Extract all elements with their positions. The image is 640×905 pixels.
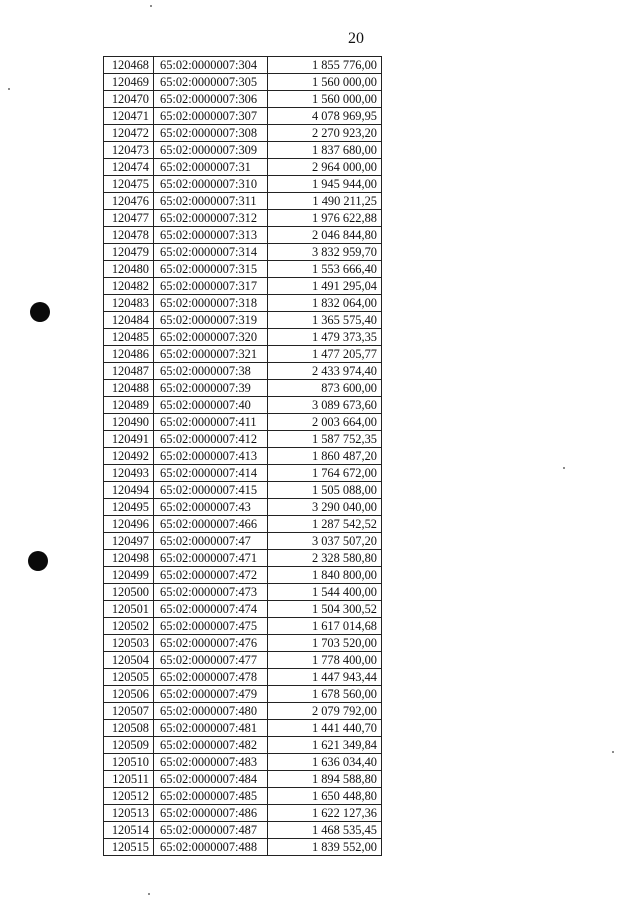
cadastral-number-cell: 65:02:0000007:308 [154, 125, 268, 142]
value-cell: 1 855 776,00 [268, 57, 382, 74]
value-cell: 1 650 448,80 [268, 788, 382, 805]
table-row [104, 397, 382, 414]
value-cell: 2 433 974,40 [268, 363, 382, 380]
value-cell: 2 046 844,80 [268, 227, 382, 244]
table-row [104, 465, 382, 482]
cadastral-number-cell: 65:02:0000007:415 [154, 482, 268, 499]
cadastral-number-cell: 65:02:0000007:43 [154, 499, 268, 516]
id-cell: 120482 [104, 278, 154, 295]
id-cell: 120479 [104, 244, 154, 261]
id-cell: 120495 [104, 499, 154, 516]
id-cell: 120472 [104, 125, 154, 142]
table-row [104, 414, 382, 431]
cadastral-number-cell: 65:02:0000007:47 [154, 533, 268, 550]
id-cell: 120502 [104, 618, 154, 635]
cadastral-number-cell: 65:02:0000007:412 [154, 431, 268, 448]
table-row [104, 788, 382, 805]
value-cell: 1 544 400,00 [268, 584, 382, 601]
table-row [104, 142, 382, 159]
value-cell: 1 837 680,00 [268, 142, 382, 159]
cadastral-number-cell: 65:02:0000007:473 [154, 584, 268, 601]
value-cell: 1 560 000,00 [268, 74, 382, 91]
cadastral-value-table [103, 56, 382, 856]
value-cell: 1 287 542,52 [268, 516, 382, 533]
id-cell: 120484 [104, 312, 154, 329]
punch-hole-bottom [28, 551, 48, 571]
table-row [104, 567, 382, 584]
table-row [104, 499, 382, 516]
cadastral-number-cell: 65:02:0000007:414 [154, 465, 268, 482]
id-cell: 120509 [104, 737, 154, 754]
cadastral-number-cell: 65:02:0000007:40 [154, 397, 268, 414]
table-row [104, 805, 382, 822]
table-row [104, 584, 382, 601]
table-row [104, 839, 382, 856]
value-cell: 3 832 959,70 [268, 244, 382, 261]
table-row [104, 618, 382, 635]
table-row [104, 74, 382, 91]
cadastral-number-cell: 65:02:0000007:312 [154, 210, 268, 227]
id-cell: 120493 [104, 465, 154, 482]
scan-speck [8, 88, 10, 90]
scan-speck [563, 467, 565, 469]
table-row [104, 108, 382, 125]
table-row [104, 669, 382, 686]
value-cell: 1 894 588,80 [268, 771, 382, 788]
value-cell: 1 491 295,04 [268, 278, 382, 295]
cadastral-number-cell: 65:02:0000007:488 [154, 839, 268, 856]
table-row [104, 227, 382, 244]
id-cell: 120478 [104, 227, 154, 244]
table-row [104, 516, 382, 533]
cadastral-number-cell: 65:02:0000007:485 [154, 788, 268, 805]
value-cell: 1 479 373,35 [268, 329, 382, 346]
table-row [104, 720, 382, 737]
id-cell: 120511 [104, 771, 154, 788]
cadastral-number-cell: 65:02:0000007:306 [154, 91, 268, 108]
id-cell: 120488 [104, 380, 154, 397]
cadastral-number-cell: 65:02:0000007:475 [154, 618, 268, 635]
cadastral-number-cell: 65:02:0000007:466 [154, 516, 268, 533]
table-row [104, 737, 382, 754]
id-cell: 120514 [104, 822, 154, 839]
cadastral-number-cell: 65:02:0000007:481 [154, 720, 268, 737]
id-cell: 120468 [104, 57, 154, 74]
cadastral-number-cell: 65:02:0000007:311 [154, 193, 268, 210]
cadastral-number-cell: 65:02:0000007:304 [154, 57, 268, 74]
value-cell: 1 490 211,25 [268, 193, 382, 210]
scan-speck [150, 5, 152, 7]
table-row [104, 295, 382, 312]
value-cell: 1 622 127,36 [268, 805, 382, 822]
cadastral-number-cell: 65:02:0000007:478 [154, 669, 268, 686]
value-cell: 1 441 440,70 [268, 720, 382, 737]
page-number: 20 [348, 30, 364, 47]
id-cell: 120504 [104, 652, 154, 669]
id-cell: 120497 [104, 533, 154, 550]
id-cell: 120496 [104, 516, 154, 533]
value-cell: 2 003 664,00 [268, 414, 382, 431]
cadastral-number-cell: 65:02:0000007:317 [154, 278, 268, 295]
id-cell: 120499 [104, 567, 154, 584]
id-cell: 120506 [104, 686, 154, 703]
value-cell: 3 037 507,20 [268, 533, 382, 550]
value-cell: 1 468 535,45 [268, 822, 382, 839]
value-cell: 873 600,00 [268, 380, 382, 397]
table-row [104, 431, 382, 448]
cadastral-number-cell: 65:02:0000007:31 [154, 159, 268, 176]
table-row [104, 57, 382, 74]
value-cell: 4 078 969,95 [268, 108, 382, 125]
table-row [104, 533, 382, 550]
id-cell: 120515 [104, 839, 154, 856]
cadastral-number-cell: 65:02:0000007:318 [154, 295, 268, 312]
value-cell: 1 945 944,00 [268, 176, 382, 193]
value-cell: 1 587 752,35 [268, 431, 382, 448]
value-cell: 1 678 560,00 [268, 686, 382, 703]
table-row [104, 703, 382, 720]
cadastral-number-cell: 65:02:0000007:315 [154, 261, 268, 278]
id-cell: 120485 [104, 329, 154, 346]
id-cell: 120470 [104, 91, 154, 108]
table-row [104, 91, 382, 108]
value-cell: 1 617 014,68 [268, 618, 382, 635]
cadastral-number-cell: 65:02:0000007:39 [154, 380, 268, 397]
table-row [104, 193, 382, 210]
cadastral-number-cell: 65:02:0000007:413 [154, 448, 268, 465]
value-cell: 3 290 040,00 [268, 499, 382, 516]
value-cell: 2 079 792,00 [268, 703, 382, 720]
cadastral-number-cell: 65:02:0000007:310 [154, 176, 268, 193]
cadastral-table-container [103, 56, 382, 856]
table-row [104, 635, 382, 652]
cadastral-number-cell: 65:02:0000007:321 [154, 346, 268, 363]
value-cell: 1 505 088,00 [268, 482, 382, 499]
value-cell: 1 636 034,40 [268, 754, 382, 771]
value-cell: 1 839 552,00 [268, 839, 382, 856]
cadastral-number-cell: 65:02:0000007:486 [154, 805, 268, 822]
cadastral-number-cell: 65:02:0000007:483 [154, 754, 268, 771]
id-cell: 120492 [104, 448, 154, 465]
value-cell: 2 964 000,00 [268, 159, 382, 176]
cadastral-number-cell: 65:02:0000007:476 [154, 635, 268, 652]
id-cell: 120513 [104, 805, 154, 822]
id-cell: 120491 [104, 431, 154, 448]
id-cell: 120489 [104, 397, 154, 414]
value-cell: 1 703 520,00 [268, 635, 382, 652]
table-row [104, 601, 382, 618]
value-cell: 1 976 622,88 [268, 210, 382, 227]
id-cell: 120510 [104, 754, 154, 771]
id-cell: 120500 [104, 584, 154, 601]
id-cell: 120507 [104, 703, 154, 720]
table-row [104, 771, 382, 788]
value-cell: 1 860 487,20 [268, 448, 382, 465]
value-cell: 1 560 000,00 [268, 91, 382, 108]
punch-hole-top [30, 302, 50, 322]
table-row [104, 176, 382, 193]
table-row [104, 686, 382, 703]
id-cell: 120486 [104, 346, 154, 363]
table-row [104, 380, 382, 397]
table-row [104, 244, 382, 261]
value-cell: 1 764 672,00 [268, 465, 382, 482]
table-row [104, 550, 382, 567]
value-cell: 1 553 666,40 [268, 261, 382, 278]
table-row [104, 329, 382, 346]
cadastral-number-cell: 65:02:0000007:471 [154, 550, 268, 567]
value-cell: 1 365 575,40 [268, 312, 382, 329]
id-cell: 120487 [104, 363, 154, 380]
cadastral-number-cell: 65:02:0000007:309 [154, 142, 268, 159]
table-row [104, 652, 382, 669]
table-row [104, 278, 382, 295]
cadastral-number-cell: 65:02:0000007:319 [154, 312, 268, 329]
cadastral-number-cell: 65:02:0000007:477 [154, 652, 268, 669]
cadastral-number-cell: 65:02:0000007:320 [154, 329, 268, 346]
table-row [104, 754, 382, 771]
table-body [104, 57, 382, 856]
table-row [104, 482, 382, 499]
id-cell: 120476 [104, 193, 154, 210]
table-row [104, 448, 382, 465]
cadastral-number-cell: 65:02:0000007:479 [154, 686, 268, 703]
cadastral-number-cell: 65:02:0000007:472 [154, 567, 268, 584]
cadastral-number-cell: 65:02:0000007:314 [154, 244, 268, 261]
cadastral-number-cell: 65:02:0000007:305 [154, 74, 268, 91]
id-cell: 120474 [104, 159, 154, 176]
id-cell: 120494 [104, 482, 154, 499]
table-row [104, 261, 382, 278]
id-cell: 120508 [104, 720, 154, 737]
id-cell: 120512 [104, 788, 154, 805]
value-cell: 1 477 205,77 [268, 346, 382, 363]
table-row [104, 346, 382, 363]
id-cell: 120475 [104, 176, 154, 193]
scan-speck [612, 751, 614, 753]
id-cell: 120505 [104, 669, 154, 686]
cadastral-number-cell: 65:02:0000007:482 [154, 737, 268, 754]
table-row [104, 125, 382, 142]
cadastral-number-cell: 65:02:0000007:313 [154, 227, 268, 244]
cadastral-number-cell: 65:02:0000007:484 [154, 771, 268, 788]
cadastral-number-cell: 65:02:0000007:307 [154, 108, 268, 125]
id-cell: 120477 [104, 210, 154, 227]
value-cell: 1 447 943,44 [268, 669, 382, 686]
value-cell: 1 778 400,00 [268, 652, 382, 669]
table-row [104, 312, 382, 329]
value-cell: 1 621 349,84 [268, 737, 382, 754]
table-row [104, 159, 382, 176]
cadastral-number-cell: 65:02:0000007:487 [154, 822, 268, 839]
id-cell: 120471 [104, 108, 154, 125]
cadastral-number-cell: 65:02:0000007:411 [154, 414, 268, 431]
value-cell: 1 840 800,00 [268, 567, 382, 584]
id-cell: 120490 [104, 414, 154, 431]
cadastral-number-cell: 65:02:0000007:38 [154, 363, 268, 380]
table-row [104, 363, 382, 380]
scan-speck [148, 893, 150, 895]
id-cell: 120498 [104, 550, 154, 567]
table-row [104, 210, 382, 227]
cadastral-number-cell: 65:02:0000007:480 [154, 703, 268, 720]
id-cell: 120503 [104, 635, 154, 652]
value-cell: 1 504 300,52 [268, 601, 382, 618]
table-row [104, 822, 382, 839]
id-cell: 120473 [104, 142, 154, 159]
value-cell: 2 270 923,20 [268, 125, 382, 142]
id-cell: 120480 [104, 261, 154, 278]
value-cell: 3 089 673,60 [268, 397, 382, 414]
id-cell: 120469 [104, 74, 154, 91]
value-cell: 1 832 064,00 [268, 295, 382, 312]
id-cell: 120501 [104, 601, 154, 618]
id-cell: 120483 [104, 295, 154, 312]
value-cell: 2 328 580,80 [268, 550, 382, 567]
cadastral-number-cell: 65:02:0000007:474 [154, 601, 268, 618]
